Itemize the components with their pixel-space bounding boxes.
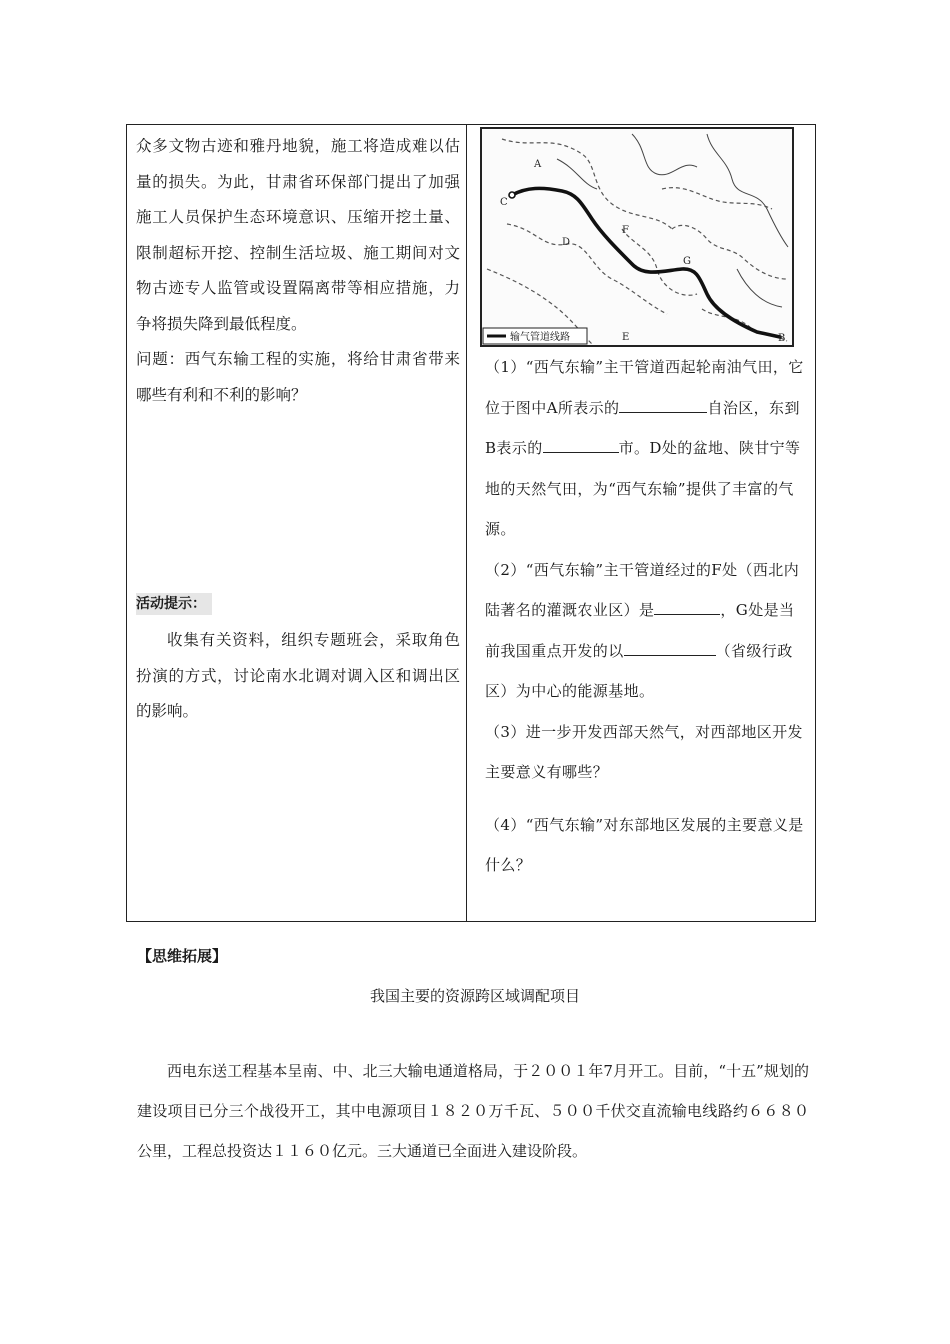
map-label-f: F bbox=[622, 225, 629, 236]
river bbox=[737, 269, 782, 307]
answer-blank-a[interactable] bbox=[619, 396, 707, 413]
river bbox=[557, 159, 597, 189]
map-label-e: E bbox=[622, 332, 630, 343]
left-column bbox=[136, 129, 460, 413]
question-1-part-c: 市。D处的盆地、陕甘宁等地的天然气田，为“西气东输”提供了丰富的气源。 bbox=[485, 439, 801, 538]
question-2-part-b: ，G处是当前我国重点开发的以 bbox=[485, 601, 795, 660]
activity-hint-title: 活动提示： bbox=[136, 593, 212, 615]
section-title: 【思维拓展】 bbox=[137, 947, 228, 965]
pipeline-map-svg bbox=[482, 129, 792, 345]
answer-blank-b[interactable] bbox=[543, 436, 619, 453]
answer-blank-f[interactable] bbox=[654, 598, 720, 615]
border-line bbox=[632, 134, 697, 175]
map-label-a: A bbox=[534, 159, 542, 170]
question-1-part-a: （1）“西气东输”主干管道西起轮南油气田，它位于图中A所表示的 bbox=[485, 358, 804, 417]
map-label-b: B bbox=[778, 333, 786, 344]
pipeline-start bbox=[509, 192, 515, 198]
gansu-question: 问题：西气东输工程的实施，将给甘肃省带来哪些有利和不利的影响？ bbox=[136, 350, 460, 404]
question-1 bbox=[485, 347, 807, 550]
question-2-part-c: （省级行政区）为中心的能源基地。 bbox=[485, 641, 793, 700]
question-4: （4）“西气东输”对东部地区发展的主要意义是什么？ bbox=[485, 815, 804, 874]
extension-body: 西电东送工程基本呈南、中、北三大输电通道格局，于２００１年7月开工。目前，“十五”规划的建设项目已分三个战役开工，其中电源项目１８２０万千瓦、５００千伏交直流输电线路约６６８０公里，工程总投资达１１６０亿元。三大通道已全面进入建设阶段。 bbox=[137, 1062, 809, 1160]
question-3: （3）进一步开发西部天然气，对西部地区开发主要意义有哪些？ bbox=[485, 722, 803, 781]
reading-paragraph: 众多文物古迹和雅丹地貌，施工将造成难以估量的损失。为此，甘肃省环保部门提出了加强施工人员保护生态环境意识、压缩开挖土量、限制超标开挖、控制生活垃圾、施工期间对文物古迹专人监管或设置隔离带等相应措施，力争将损失降到最低程度。 bbox=[136, 137, 460, 333]
coastline bbox=[707, 134, 788, 247]
province-border bbox=[662, 188, 772, 209]
question-2 bbox=[485, 550, 807, 712]
questions-block bbox=[485, 347, 807, 886]
map-label-c: C bbox=[500, 197, 508, 208]
column-divider bbox=[466, 125, 467, 921]
province-border bbox=[502, 139, 672, 229]
map-label-g: G bbox=[683, 256, 691, 267]
question-1-part-b: 自治区，东到B表示的 bbox=[485, 398, 800, 457]
legend-label: 输气管道线路 bbox=[510, 332, 570, 343]
activity-hint-text: 收集有关资料，组织专题班会，采取角色扮演的方式，讨论南水北调对调入区和调出区的影响。 bbox=[136, 631, 460, 720]
activity-hint bbox=[136, 593, 460, 730]
map-label-d: D bbox=[562, 237, 571, 248]
gas-pipeline-route bbox=[512, 188, 780, 337]
extension-subtitle: 我国主要的资源跨区域调配项目 bbox=[369, 987, 580, 1005]
pipeline-map bbox=[480, 127, 794, 347]
question-2-part-a: （2）“西气东输”主干管道经过的F处（西北内陆著名的灌溉农业区）是 bbox=[485, 560, 800, 619]
worksheet-table bbox=[126, 124, 816, 922]
answer-blank-g[interactable] bbox=[624, 639, 716, 656]
